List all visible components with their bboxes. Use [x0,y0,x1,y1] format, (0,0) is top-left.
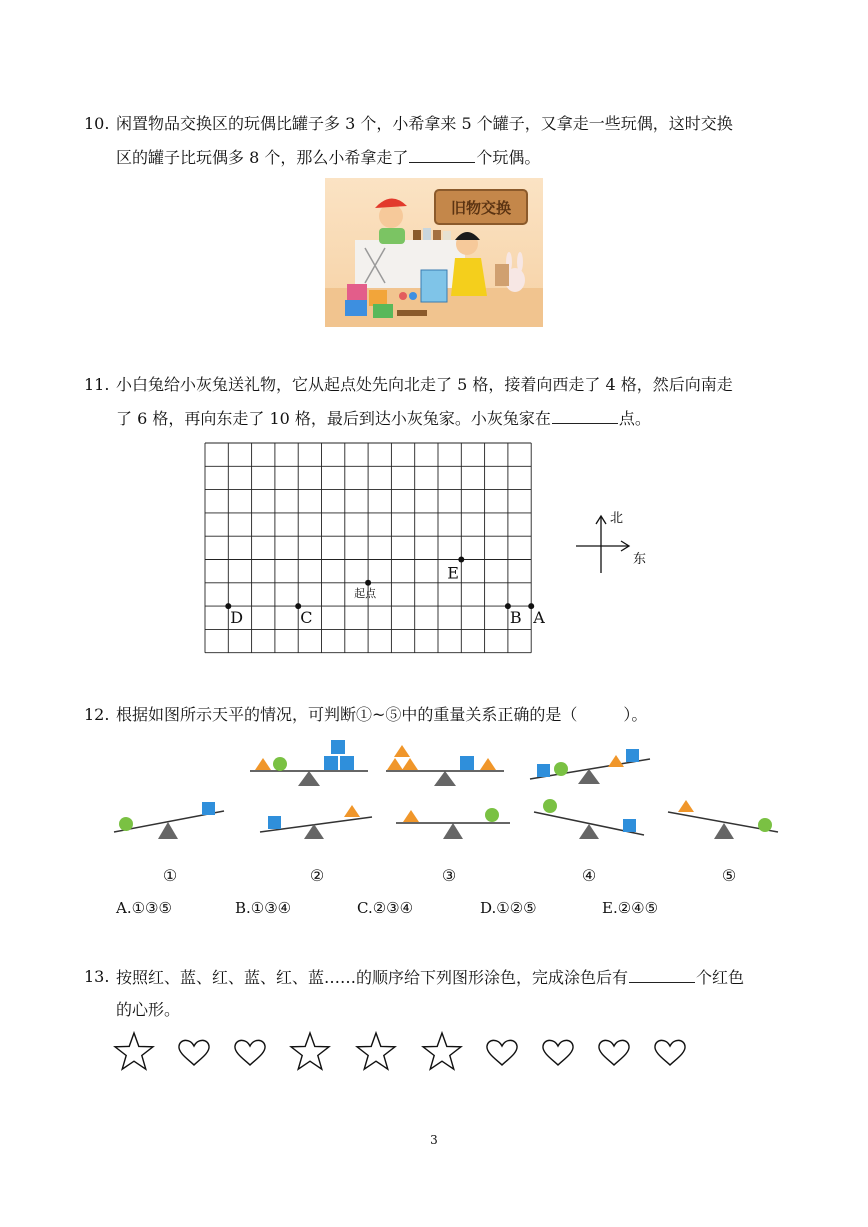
point-label: 起点 [354,586,377,600]
star-icon[interactable] [115,1033,153,1069]
sign-text: 旧物交换 [450,199,512,217]
q12-stem-text: 根据如图所示天平的情况，可判断①~⑤中的重量关系正确的是（ [116,705,578,724]
exchange-illustration [325,178,543,327]
q11-line2-text: 了 6 格，再向东走了 10 格，最后到达小灰兔家。小灰兔家在 [116,409,551,428]
heart-icon[interactable] [655,1040,685,1065]
reference-scale-3 [530,749,650,784]
heart-icon[interactable] [179,1040,209,1065]
q11-line2 [116,407,651,430]
scale-label-1: ① [162,866,178,885]
option-e[interactable]: E.②④⑤ [602,899,659,917]
q10-line2-end: 个玩偶。 [476,148,541,167]
option-scale-4 [534,799,644,839]
star-icon[interactable] [423,1033,461,1069]
option-scale-3 [396,808,510,839]
q13-number: 13. [84,967,110,986]
q12-stem [116,704,647,726]
q12-stem-end: ）。 [623,705,648,724]
option-scale-1 [114,802,224,839]
q11-line1: 小白兔给小灰兔送礼物，它从起点处先向北走了 5 格，接着向西走了 4 格，然后向南走 [116,375,733,394]
compass-east: 东 [633,552,647,567]
compass [570,505,650,577]
shapes-row [110,1030,700,1074]
q10-number: 10. [84,114,110,133]
q10-line2-text: 区的罐子比玩偶多 8 个，那么小希拿走了 [116,148,409,167]
q13-line1-text: 按照红、蓝、红、蓝、红、蓝……的顺序给下列图形涂色，完成涂色后有 [116,968,629,987]
option-b[interactable]: B.①③④ [235,899,292,917]
option-scale-2 [260,805,372,839]
scale-label-4: ④ [581,866,597,885]
point-label: B [509,608,522,628]
star-icon[interactable] [291,1033,329,1069]
scale-label-3: ③ [441,866,457,885]
point-label: D [230,608,244,628]
option-d[interactable]: D.①②⑤ [480,899,537,917]
grid-point [365,580,371,586]
q11-line2-end: 点。 [618,409,651,428]
option-c[interactable]: C.②③④ [357,899,414,917]
heart-icon[interactable] [487,1040,517,1065]
q10-answer-blank[interactable] [409,146,475,163]
point-label: E [447,563,459,583]
point-label: C [300,608,313,628]
q12-number: 12. [84,705,110,724]
q10-line2 [116,146,540,169]
page-number: 3 [430,1133,438,1147]
q13-line1 [116,966,744,989]
reference-scale-1 [250,740,368,786]
q13-line2: 的心形。 [116,1000,181,1019]
grid-point [458,557,464,563]
scale-label-2: ② [309,866,325,885]
direction-grid [200,440,556,656]
heart-icon[interactable] [235,1040,265,1065]
star-icon[interactable] [357,1033,395,1069]
q13-answer-blank[interactable] [629,966,695,983]
point-label: A [533,608,545,628]
q13-line1-end: 个红色 [696,968,745,987]
option-scale-5 [668,800,778,839]
q11-answer-blank[interactable] [552,407,618,424]
scale-label-5: ⑤ [721,866,737,885]
q11-number: 11. [84,375,110,394]
heart-icon[interactable] [599,1040,629,1065]
q10-line1: 闲置物品交换区的玩偶比罐子多 3 个，小希拿来 5 个罐子，又拿走一些玩偶，这时交换 [116,114,733,133]
reference-scale-2 [386,745,504,786]
option-a[interactable]: A.①③⑤ [116,899,172,917]
compass-north: 北 [610,511,624,526]
balance-figures [100,735,800,850]
heart-icon[interactable] [543,1040,573,1065]
